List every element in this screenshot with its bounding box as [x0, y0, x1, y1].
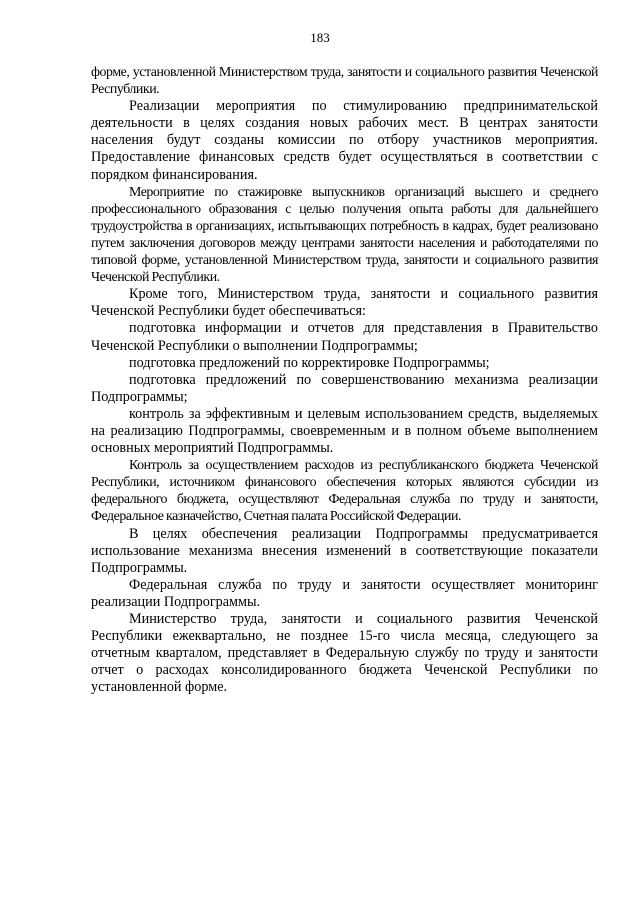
paragraph-form-continuation: форме, установленной Министерством труда, занятости и социального развития Чеченской Республики.	[91, 65, 598, 98]
paragraph-mechanism-proposals: подготовка предложений по совершенствованию механизма реализации Подпрограммы;	[91, 371, 598, 405]
paragraph-quarterly-report: Министерство труда, занятости и социального развития Чеченской Республики ежеквартально, не позднее 15-го числа месяца, следующего за отчетным кварталом, представляет в Федеральную службу по труду и занятости отчет о расходах консолидированного бюджета Чеченской Республики по установленной форме.	[91, 611, 598, 696]
paragraph-budget-control: Контроль за осуществлением расходов из республиканского бюджета Чеченской Республики, источником финансового обеспечения которых являются субсидии из федерального бюджета, осуществляют Федеральная служба по труду и занятости, Федеральное казначейство, Счетная палата Российской Федерации.	[91, 458, 598, 525]
paragraph-entrepreneurship: Реализации мероприятия по стимулированию предпринимательской деятельности в целях создания новых рабочих мест. В центрах занятости населения будут созданы комиссии по отбору участников мероприятия. Предоставление финансовых средств будет осуществляться в соответствии с порядком финансирования.	[91, 98, 598, 183]
paragraph-ministry-duties: Кроме того, Министерством труда, занятости и социального развития Чеченской Республики будет обеспечиваться:	[91, 286, 598, 320]
paragraph-adjustment-proposals: подготовка предложений по корректировке Подпрограммы;	[129, 354, 490, 371]
paragraph-funds-control: контроль за эффективным и целевым использованием средств, выделяемых на реализацию Подпрограммы, своевременным и в полном объеме выполнением основных мероприятий Подпрограммы.	[91, 405, 598, 457]
paragraph-monitoring: Федеральная служба по труду и занятости осуществляет мониторинг реализации Подпрограммы.	[91, 576, 598, 610]
paragraph-internship: Мероприятие по стажировке выпускников организаций высшего и среднего профессионального образования с целью получения опыта работы для дальнейшего трудоустройства в организациях, испытывающих потребность в кадрах, будет реализовано путем заключения договоров между центрами занятости населения и работодателями по типовой форме, установленной Министерством труда, занятости и социального развития Чеченской Республики.	[91, 184, 598, 286]
document-body	[91, 64, 598, 696]
paragraph-implementation-mechanism: В целях обеспечения реализации Подпрограммы предусматривается использование механизма внесения изменений в соответствующие показатели Подпрограммы.	[91, 525, 598, 576]
paragraph-reporting: подготовка информации и отчетов для представления в Правительство Чеченской Республики о выполнении Подпрограммы;	[91, 320, 598, 354]
page-number: 183	[310, 30, 330, 45]
